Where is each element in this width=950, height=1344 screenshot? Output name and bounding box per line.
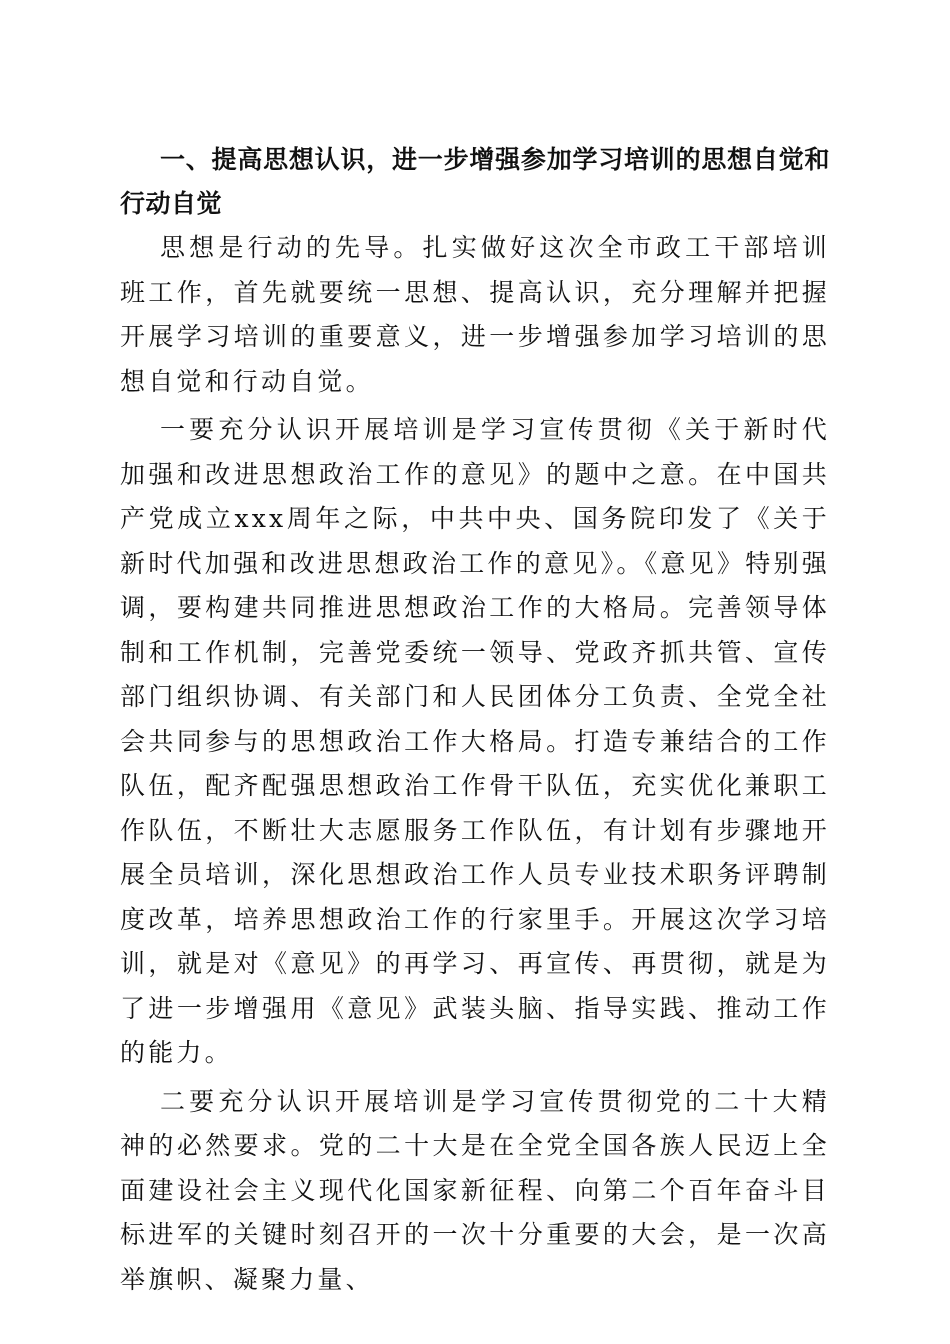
- section-heading: 一、提高思想认识，进一步增强参加学习培训的思想自觉和行动自觉: [120, 145, 830, 218]
- paragraph-intro: 思想是行动的先导。扎实做好这次全市政工干部培训班工作，首先就要统一思想、提高认识，充分理解并把握开展学习培训的重要意义，进一步增强参加学习培训的思想自觉和行动自觉。: [120, 233, 830, 396]
- document-body: [120, 138, 830, 1302]
- paragraph-point-two: 二要充分认识开展培训是学习宣传贯彻党的二十大精神的必然要求。党的二十大是在全党全国各族人民迈上全面建设社会主义现代化国家新征程、向第二个百年奋斗目标进军的关键时刻召开的一次十分重要的大会，是一次高举旗帜、凝聚力量、: [120, 1086, 830, 1294]
- paragraph-point-one: 一要充分认识开展培训是学习宣传贯彻《关于新时代加强和改进思想政治工作的意见》的题中之意。在中国共产党成立xxx周年之际，中共中央、国务院印发了《关于新时代加强和改进思想政治工作的意见》。《意见》特别强调，要构建共同推进思想政治工作的大格局。完善领导体制和工作机制，完善党委统一领导、党政齐抓共管、宣传部门组织协调、有关部门和人民团体分工负责、全党全社会共同参与的思想政治工作大格局。打造专兼结合的工作队伍，配齐配强思想政治工作骨干队伍，充实优化兼职工作队伍，不断壮大志愿服务工作队伍，有计划有步骤地开展全员培训，深化思想政治工作人员专业技术职务评聘制度改革，培养思想政治工作的行家里手。开展这次学习培训，就是对《意见》的再学习、再宣传、再贯彻，就是为了进一步增强用《意见》武装头脑、指导实践、推动工作的能力。: [120, 415, 830, 1067]
